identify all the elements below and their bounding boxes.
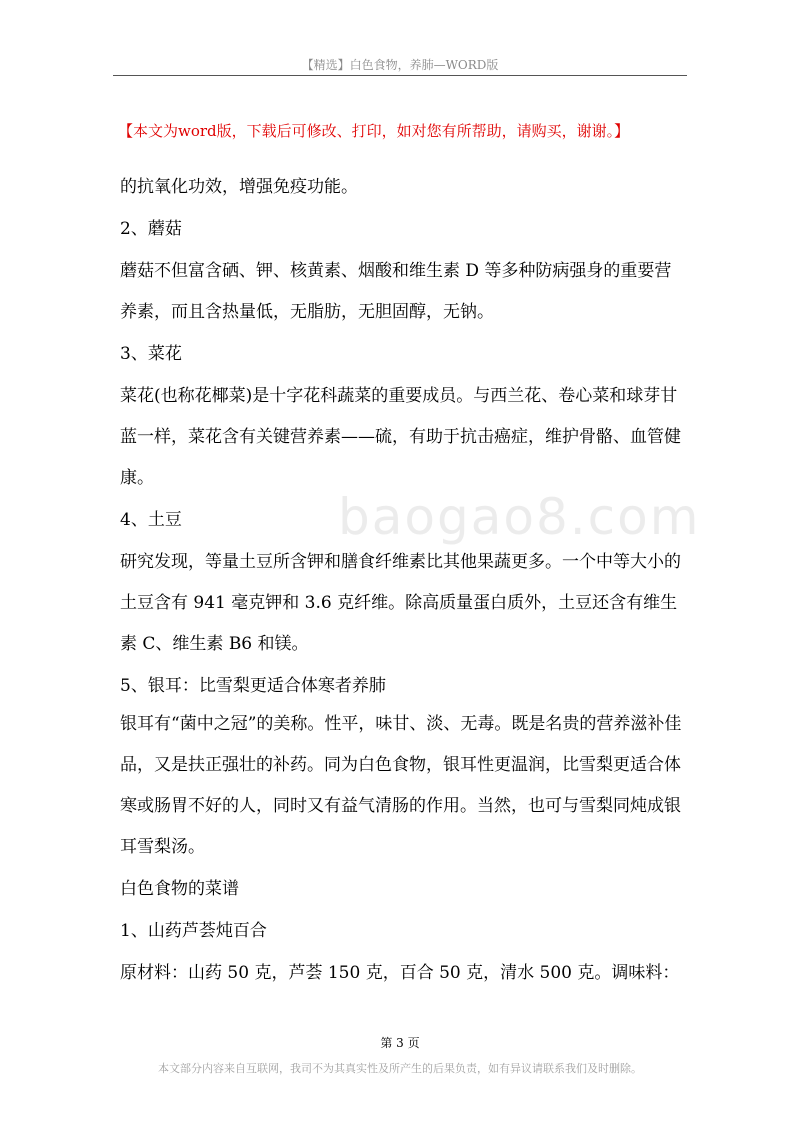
paragraph-tremella: 银耳有“菌中之冠”的美称。性平，味甘、淡、无毒。既是名贵的营养滋补佳品，又是扶正强壮的补药。同为白色食物，银耳性更温润，比雪梨更适合体寒或肠胃不好的人，同时又有益气清肠的作用。当然，也可与雪梨同炖成银耳雪梨汤。	[120, 714, 682, 857]
document-body	[120, 167, 688, 994]
header-divider	[113, 75, 687, 76]
heading-tremella: 5、银耳：比雪梨更适合体寒者养肺	[120, 676, 386, 696]
heading-mushroom: 2、蘑菇	[120, 219, 182, 239]
watermark-text: baogao8.com	[338, 488, 701, 546]
paragraph-mushroom: 蘑菇不但富含硒、钾、核黄素、烟酸和维生素 D 等多种防病强身的重要营养素，而且含热量低，无脂肪，无胆固醇，无钠。	[120, 261, 672, 322]
paragraph-potato: 研究发现，等量土豆所含钾和膳食纤维素比其他果蔬更多。一个中等大小的土豆含有 941 毫克钾和 3.6 克纤维。除高质量蛋白质外，土豆还含有维生素 C、维生素 B6 和镁。	[120, 552, 681, 654]
purchase-notice: 【本文为word版，下载后可修改、打印，如对您有所帮助，请购买，谢谢。】	[118, 122, 630, 140]
page-number: 第 3 页	[380, 1036, 420, 1050]
paragraph-cauliflower: 菜花(也称花椰菜)是十字花科蔬菜的重要成员。与西兰花、卷心菜和球芽甘蓝一样，菜花含有关键营养素——硫，有助于抗击癌症，维护骨骼、血管健康。	[120, 386, 681, 488]
footer-disclaimer: 本文部分内容来自互联网，我司不为其真实性及所产生的后果负责，如有异议请联系我们及时删除。	[158, 1062, 642, 1075]
paragraph-antioxidant: 的抗氧化功效，增强免疫功能。	[120, 177, 358, 197]
heading-potato: 4、土豆	[120, 510, 182, 530]
heading-recipe-yam: 1、山药芦荟炖百合	[120, 921, 267, 941]
heading-recipes: 白色食物的菜谱	[120, 879, 239, 899]
heading-cauliflower: 3、菜花	[120, 344, 182, 364]
page-header-title: 【精选】白色食物，养肺—WORD版	[301, 58, 499, 72]
paragraph-recipe-ingredients: 原材料：山药 50 克，芦荟 150 克，百合 50 克，清水 500 克。调味料：	[120, 963, 680, 983]
